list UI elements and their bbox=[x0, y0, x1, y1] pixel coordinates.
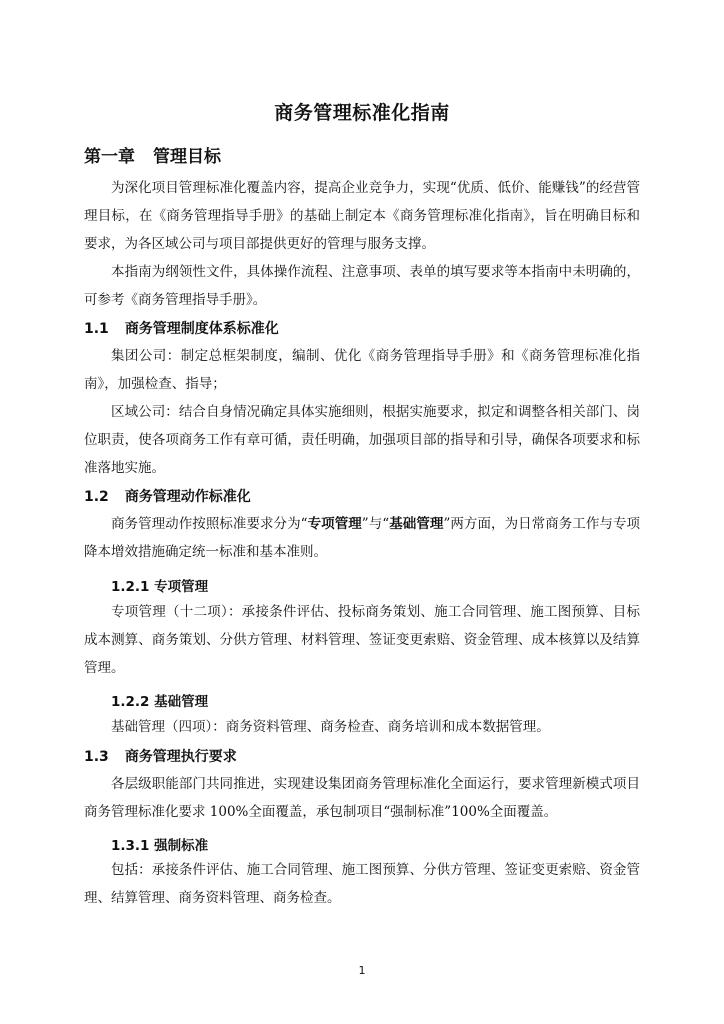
section-1-2-number: 1.2 bbox=[84, 489, 109, 505]
section-1-2-text-c: ”两方面，为日常商务工作与专项降本增效措施确定统一标准和基本准则。 bbox=[84, 516, 640, 560]
section-1-1-title: 商务管理制度体系标准化 bbox=[124, 321, 279, 337]
section-1-2-paragraph bbox=[84, 510, 640, 566]
section-1-2-2-paragraph: 基础管理（四项）：商务资料管理、商务检查、商务培训和成本数据管理。 bbox=[111, 719, 550, 735]
chapter-number: 第一章 bbox=[84, 147, 135, 167]
section-1-1-paragraph-1: 集团公司：制定总框架制度，编制、优化《商务管理指导手册》和《商务管理标准化指南》，加强检查、指导； bbox=[84, 348, 640, 392]
section-1-3-heading bbox=[84, 746, 237, 766]
section-1-3-1-heading: 1.3.1 强制标准 bbox=[111, 838, 209, 854]
chapter-title: 管理目标 bbox=[153, 147, 221, 167]
section-1-3-1-paragraph: 包括：承接条件评估、施工合同管理、施工图预算、分供方管理、签证变更索赔、资金管理、结算管理、商务资料管理、商务检查。 bbox=[84, 862, 640, 906]
section-1-2-1-paragraph: 专项管理（十二项）：承接条件评估、投标商务策划、施工合同管理、施工图预算、目标成本测算、商务策划、分供方管理、材料管理、签证变更索赔、资金管理、成本核算以及结算管理。 bbox=[84, 604, 640, 676]
page-number: 1 bbox=[358, 964, 366, 977]
section-1-1-heading bbox=[84, 318, 279, 338]
chapter-heading bbox=[84, 142, 221, 167]
section-1-3-title: 商务管理执行要求 bbox=[124, 749, 237, 765]
intro-paragraph-1: 为深化项目管理标准化覆盖内容，提高企业竞争力，实现“优质、低价、能赚钱”的经营管理目标，在《商务管理指导手册》的基础上制定本《商务管理标准化指南》，旨在明确目标和要求，为各区域公司与项目部提供更好的管理与服务支撑。 bbox=[84, 180, 640, 252]
section-1-2-text-b: ”与“ bbox=[361, 516, 390, 532]
section-1-2-2-heading: 1.2.2 基础管理 bbox=[111, 694, 209, 710]
special-management-term: 专项管理 bbox=[307, 516, 362, 532]
section-1-2-text-a: 商务管理动作按照标准要求分为“ bbox=[111, 516, 308, 532]
section-1-2-title: 商务管理动作标准化 bbox=[124, 489, 251, 505]
section-1-1-number: 1.1 bbox=[84, 321, 109, 337]
section-1-3-number: 1.3 bbox=[84, 749, 109, 765]
document-title: 商务管理标准化指南 bbox=[274, 102, 450, 124]
intro-paragraph-2: 本指南为纲领性文件，具体操作流程、注意事项、表单的填写要求等本指南中未明确的，可参考《商务管理指导手册》。 bbox=[84, 264, 640, 308]
section-1-2-heading bbox=[84, 486, 251, 506]
basic-management-term: 基础管理 bbox=[389, 516, 444, 532]
section-1-3-paragraph: 各层级职能部门共同推进，实现建设集团商务管理标准化全面运行，要求管理新模式项目商务管理标准化要求 100%全面覆盖，承包制项目“强制标准”100%全面覆盖。 bbox=[84, 776, 640, 820]
section-1-1-paragraph-2: 区域公司：结合自身情况确定具体实施细则，根据实施要求，拟定和调整各相关部门、岗位职责，使各项商务工作有章可循，责任明确，加强项目部的指导和引导，确保各项要求和标准落地实施。 bbox=[84, 404, 640, 476]
section-1-2-1-heading: 1.2.1 专项管理 bbox=[111, 579, 209, 595]
